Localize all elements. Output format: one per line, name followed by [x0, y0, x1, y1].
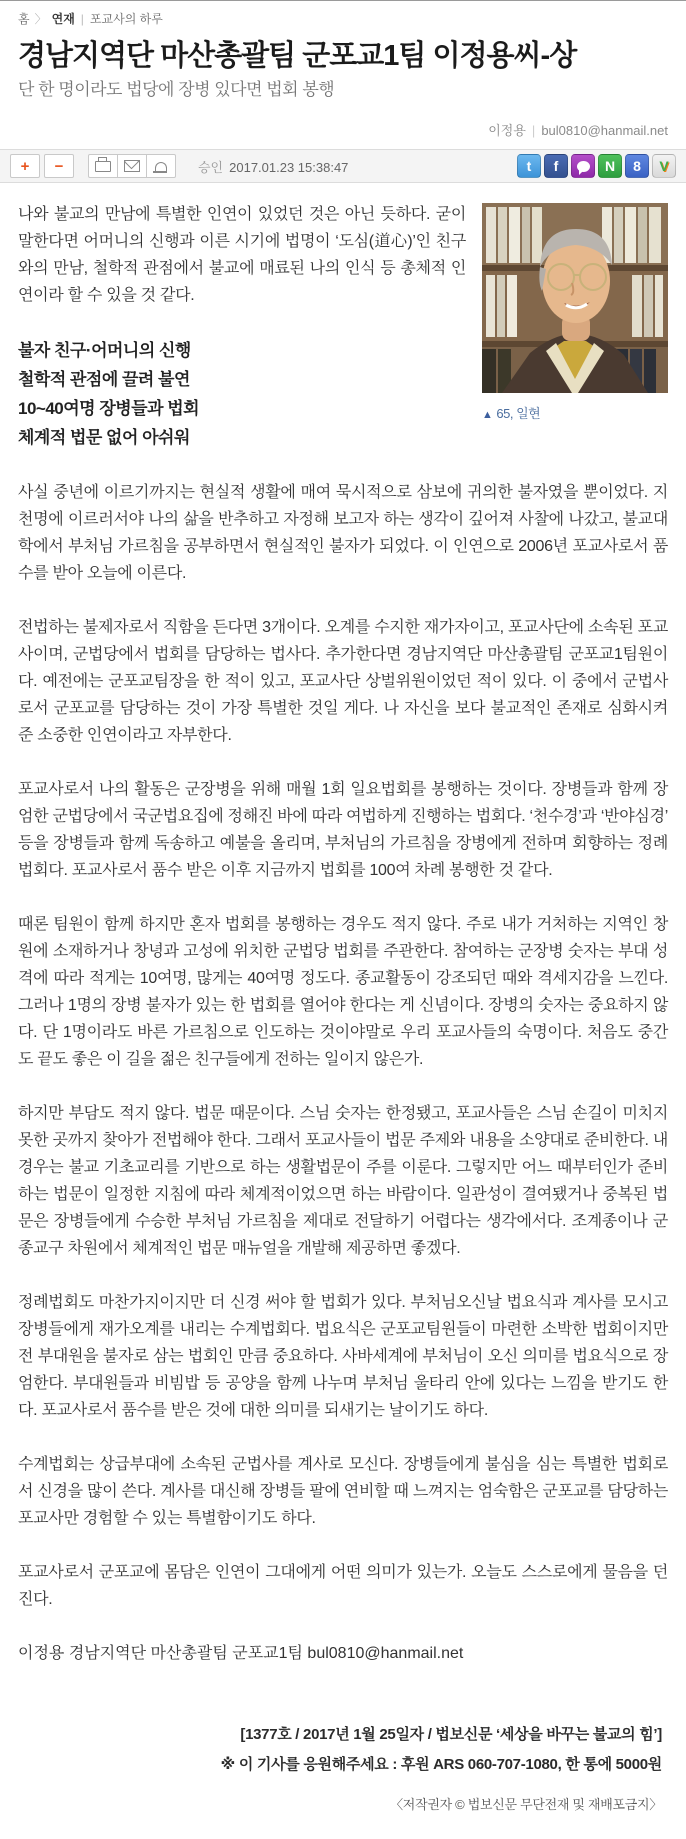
- naver-share-icon[interactable]: N: [598, 154, 622, 178]
- page-title: 경남지역단 마산총괄팀 군포교1팀 이정용씨-상: [18, 40, 577, 72]
- author-photo-figure: [482, 203, 668, 422]
- email-article-button[interactable]: [118, 154, 147, 178]
- paragraph: 전법하는 불제자로서 직함을 든다면 3개이다. 오계를 수지한 재가자이고, 포교사단에 소속된 포교사이며, 군법당에서 법회를 담당하는 법사다. 추가한다면 경남지역단 마산총괄팀 군포교1팀원이다. 예전에는 군포교팀장을 한 적이 있고, 포교사단 상벌위원이었던 적이 있다. 이 중에서 군법사로서 군포교를 담당하는 것이 가장 특별한 것일 게다. 나 자신을 보다 불교적인 존재로 심화시켜 준 소중한 인연이라고 자부한다.: [18, 619, 668, 744]
- breadcrumb-separator: 〉: [34, 12, 47, 26]
- article-toolbar: [0, 149, 686, 183]
- breadcrumb-home-link[interactable]: 홈: [18, 12, 30, 26]
- share-more-icon[interactable]: V: [652, 154, 676, 178]
- breadcrumb-section-link[interactable]: 연재: [51, 12, 75, 26]
- mail-icon: [124, 160, 140, 172]
- approval-label: 승인: [198, 159, 224, 175]
- article-footer: [0, 1690, 686, 1813]
- author-line: [18, 120, 668, 139]
- caption-text: 65, 일현: [496, 406, 541, 421]
- author-name: 이정용: [488, 123, 526, 138]
- print-button[interactable]: [88, 154, 118, 178]
- twitter-share-icon[interactable]: t: [517, 154, 541, 178]
- paragraph: 때론 팀원이 함께 하지만 혼자 법회를 봉행하는 경우도 적지 않다. 주로 내가 거처하는 지역인 창원에 소재하거나 창녕과 고성에 위치한 군법당 법회를 주관한다. 참여하는 군장병 숫자는 부대 성격에 따라 적게는 10여명, 많게는 40여명 정도다. 종교활동이 강조되던 때와 격세지감을 느낀다. 그러나 1명의 장병 불자가 있는 한 법회를 열어야 한다는 게 신념이다. 장병의 숫자는 중요하지 않다. 단 1명이라도 바른 가르침으로 인도하는 것이야말로 우리 포교사들의 숙명이다. 처음도 중간도 끝도 좋은 이 길을 젊은 친구들에게 전하는 일이지 않은가.: [18, 916, 668, 1068]
- author-divider: |: [531, 123, 536, 138]
- google-share-icon[interactable]: 8: [625, 154, 649, 178]
- photo-caption: [482, 403, 668, 422]
- breadcrumb-subsection-link[interactable]: 포교사의 하루: [89, 12, 163, 26]
- author-email-link[interactable]: bul0810@hanmail.net: [541, 123, 668, 138]
- article-body: [0, 183, 686, 1663]
- font-size-increase-button[interactable]: +: [10, 154, 40, 178]
- paragraph: 포교사로서 군포교에 몸담은 인연이 그대에게 어떤 의미가 있는가. 오늘도 스스로에게 물음을 던진다.: [18, 1564, 668, 1608]
- author-signature: 이정용 경남지역단 마산총괄팀 군포교1팀 bul0810@hanmail.net: [18, 1645, 464, 1662]
- copyright-notice: 〈저작권자 © 법보신문 무단전재 및 재배포금지〉: [390, 1797, 662, 1812]
- kakaostory-share-icon[interactable]: [571, 154, 595, 178]
- issue-info-line: [1377호 / 2017년 1월 25일자 / 법보신문 ‘세상을 바꾸는 불교의 힘’]: [240, 1726, 662, 1743]
- author-photo: [482, 203, 668, 393]
- facebook-share-icon[interactable]: f: [544, 154, 568, 178]
- lead-line: 불자 친구·어머니의 신행: [18, 341, 191, 360]
- support-ars-line: ※ 이 기사를 응원해주세요 : 후원 ARS 060-707-1080, 한 통에 5000원: [220, 1756, 662, 1773]
- page-subtitle: 단 한 명이라도 법당에 장병 있다면 법회 봉행: [18, 80, 335, 99]
- lead-line: 10~40여명 장병들과 법회: [18, 399, 200, 418]
- siren-icon: [155, 162, 167, 171]
- speech-balloon-icon: [577, 161, 590, 172]
- article-header: [0, 33, 686, 139]
- paragraph: 포교사로서 나의 활동은 군장병을 위해 매월 1회 일요법회를 봉행하는 것이다. 장병들과 함께 장엄한 군법당에서 국군법요집에 정해진 바에 따라 여법하게 진행하는 법회다. ‘천수경’과 ‘반야심경’ 등을 장병들과 함께 독송하고 예불을 올리며, 부처님의 가르침을 장병에게 전하며 회향하는 정례법회다. 포교사로서 품수 받은 이후 지금까지 법회를 100여 차례 봉행한 것 같다.: [18, 781, 668, 879]
- article-tools-group: [88, 154, 176, 178]
- approval-timestamp: [198, 157, 348, 176]
- printer-icon: [95, 161, 111, 172]
- lead-line: 체계적 법문 없어 아쉬워: [18, 428, 190, 447]
- font-size-decrease-button[interactable]: −: [44, 154, 74, 178]
- paragraph: 하지만 부담도 적지 않다. 법문 때문이다. 스님 숫자는 한정됐고, 포교사들은 스님 손길이 미치지 못한 곳까지 찾아가 전법해야 한다. 그래서 포교사들이 법문 주제와 내용을 소양대로 준비한다. 내 경우는 불교 기초교리를 기반으로 하는 생활법문이 주를 이룬다. 그렇지만 어느 때부터인가 준비하는 법문이 일정한 지침에 따라 체계적이었으면 하는 바람이다. 일관성이 결여됐거나 중복된 법문은 장병들에게 수승한 부처님 가르침을 제대로 전달하기 어렵다는 생각에서다. 조계종이나 군종교구 차원에서 체계적인 법문 매뉴얼을 개발해 제공하면 좋겠다.: [18, 1105, 668, 1257]
- caption-triangle-icon: ▲: [482, 409, 493, 421]
- paragraph: 수계법회는 상급부대에 소속된 군법사를 계사로 모신다. 장병들에게 불심을 심는 특별한 법회로서 신경을 많이 쓴다. 계사를 대신해 장병들 팔에 연비할 때 느껴지는 엄숙함은 군포교를 담당하는 포교사만 경험할 수 있는 특별함이기도 하다.: [18, 1456, 668, 1527]
- social-share-bar: [517, 154, 676, 178]
- lead-line: 철학적 관점에 끌려 불연: [18, 370, 190, 389]
- breadcrumb: [0, 1, 686, 33]
- report-error-button[interactable]: [147, 154, 176, 178]
- paragraph: 사실 중년에 이르기까지는 현실적 생활에 매여 묵시적으로 삼보에 귀의한 불자였을 뿐이었다. 지천명에 이르러서야 나의 삶을 반추하고 자정해 보고자 하는 생각이 깊어져 사찰에 나갔고, 불교대학에서 부처님 가르침을 공부하면서 현실적인 불자가 되었다. 이 인연으로 2006년 포교사로서 품수를 받아 오늘에 이른다.: [18, 484, 668, 582]
- breadcrumb-divider: |: [80, 12, 84, 26]
- paragraph: 정례법회도 마찬가지이지만 더 신경 써야 할 법회가 있다. 부처님오신날 법요식과 계사를 모시고 장병들에게 재가오계를 내리는 수계법회다. 법요식은 군포교팀원들이 마련한 소박한 법회이지만 전 부대원을 불자로 삼는 법회인 만큼 중요하다. 사바세계에 부처님이 오신 의미를 법요식으로 장엄한다. 부대원들과 비빔밥 등 공양을 함께 나누며 부처님 울타리 안에 있다는 느낌을 받기도 한다. 포교사로서 품수를 받은 것에 대한 의미를 되새기는 날이기도 하다.: [18, 1294, 668, 1419]
- approval-datetime: 2017.01.23 15:38:47: [229, 159, 349, 175]
- paragraph: 나와 불교의 만남에 특별한 인연이 있었던 것은 아닌 듯하다. 굳이 말한다면 어머니의 신행과 이른 시기에 법명이 ‘도심(道心)’인 친구와의 만남, 철학적 관점에서 불교에 매료된 나의 인식 등 총체적 인연이라 할 수 있을 것 같다.: [18, 206, 466, 304]
